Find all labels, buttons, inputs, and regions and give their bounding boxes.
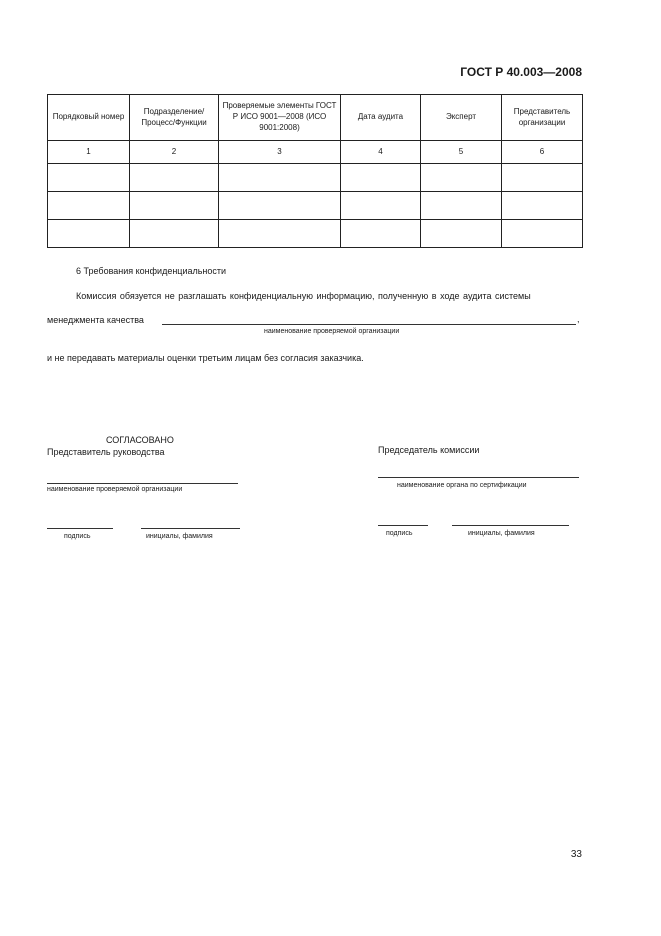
column-number: 1: [48, 141, 130, 164]
header-expert: Эксперт: [421, 95, 502, 141]
table-cell[interactable]: [219, 220, 341, 248]
table-row: [48, 220, 583, 248]
confidentiality-paragraph-label: менеджмента качества: [47, 315, 144, 325]
page-number: 33: [570, 849, 582, 860]
right-organization-caption: наименование органа по сертификации: [397, 482, 527, 489]
table-cell[interactable]: [341, 164, 421, 192]
paragraph-comma: ,: [577, 314, 580, 324]
right-name-caption: инициалы, фамилия: [468, 530, 535, 537]
table-cell[interactable]: [48, 164, 130, 192]
table-cell[interactable]: [130, 192, 219, 220]
confidentiality-paragraph-line1: Комиссия обязуется не разглашать конфиденциальную информацию, полученную в ходе аудита системы: [76, 291, 531, 301]
confidentiality-paragraph-line3: и не передавать материалы оценки третьим лицам без согласия заказчика.: [47, 353, 364, 363]
approved-label: СОГЛАСОВАНО: [106, 435, 174, 445]
management-representative-label: Представитель руководства: [47, 447, 165, 457]
table-cell[interactable]: [341, 192, 421, 220]
section-6-title: 6 Требования конфиденциальности: [76, 266, 227, 276]
standard-header: ГОСТ Р 40.003—2008: [460, 65, 582, 79]
commission-chair-label: Председатель комиссии: [378, 445, 480, 455]
table-cell[interactable]: [502, 220, 583, 248]
organization-name-field[interactable]: [162, 324, 576, 325]
column-number: 2: [130, 141, 219, 164]
table-cell[interactable]: [421, 192, 502, 220]
table-cell[interactable]: [341, 220, 421, 248]
table-cell[interactable]: [48, 192, 130, 220]
right-organization-line[interactable]: [378, 477, 579, 478]
left-organization-caption: наименование проверяемой организации: [47, 486, 183, 493]
header-checked-elements: Проверяемые элементы ГОСТ Р ИСО 9001—2008 (ИСО 9001:2008): [219, 95, 341, 141]
organization-name-caption: наименование проверяемой организации: [264, 328, 400, 335]
header-sequence-number: Порядковый номер: [48, 95, 130, 141]
left-name-caption: инициалы, фамилия: [146, 533, 213, 540]
right-signature-caption: подпись: [386, 530, 413, 537]
table-cell[interactable]: [421, 164, 502, 192]
column-number: 4: [341, 141, 421, 164]
table-cell[interactable]: [219, 164, 341, 192]
table-cell[interactable]: [219, 192, 341, 220]
header-audit-date: Дата аудита: [341, 95, 421, 141]
table-cell[interactable]: [48, 220, 130, 248]
table-cell[interactable]: [130, 220, 219, 248]
column-number: 5: [421, 141, 502, 164]
table-header-row: [48, 95, 583, 141]
left-signature-caption: подпись: [64, 533, 91, 540]
left-organization-line[interactable]: [47, 483, 238, 484]
right-name-line[interactable]: [452, 525, 569, 526]
column-number-row: [48, 141, 583, 164]
table-row: [48, 164, 583, 192]
table-row: [48, 192, 583, 220]
header-department: Подразделение/ Процесс/Функции: [130, 95, 219, 141]
table-cell[interactable]: [502, 192, 583, 220]
audit-table: [47, 94, 583, 248]
table-cell[interactable]: [421, 220, 502, 248]
left-signature-line[interactable]: [47, 528, 113, 529]
table-cell[interactable]: [130, 164, 219, 192]
column-number: 6: [502, 141, 583, 164]
table-cell[interactable]: [502, 164, 583, 192]
column-number: 3: [219, 141, 341, 164]
right-signature-line[interactable]: [378, 525, 428, 526]
left-name-line[interactable]: [141, 528, 240, 529]
header-org-representative: Представитель организации: [502, 95, 583, 141]
